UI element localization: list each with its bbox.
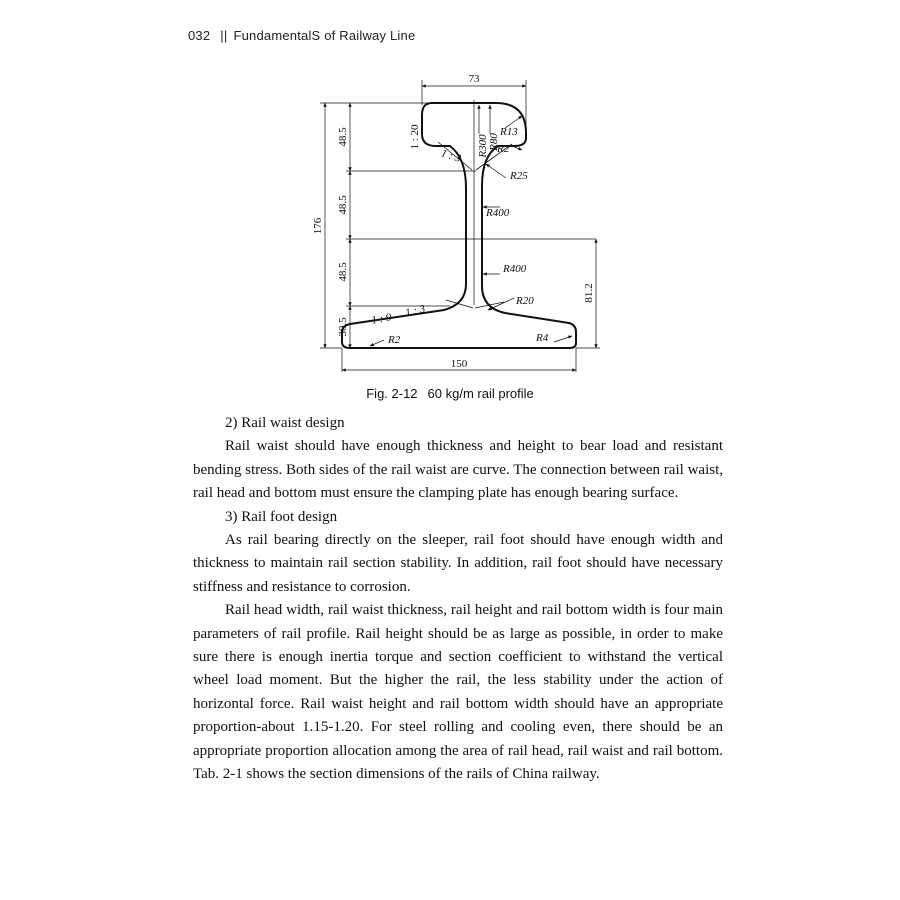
dim-head-width: 73 [468, 73, 480, 85]
dim-right-height: 81.2 [583, 283, 595, 303]
radius-r300: R300 [477, 134, 489, 158]
slope-head: 1 : 20 [409, 124, 421, 150]
radius-r400-upper: R400 [486, 207, 510, 219]
dim-base-width: 150 [450, 358, 468, 370]
rail-profile-drawing [300, 60, 620, 390]
radius-r2-foot: R2 [388, 334, 401, 346]
dim-head-height: 48.5 [337, 127, 349, 147]
dim-upper-web: 48.5 [337, 195, 349, 215]
paragraph-parameters: Rail head width, rail waist thickness, rail height and rail bottom width is four main parameters of rail profile. Rail height should be as large as possible, in order to make sure there is enough inertia torque and section coefficient to withstand the vertical wheel load moment. But the higher the rail, the less stability under the action of horizontal force. Rail waist height and rail bottom width should have an appropriate proportion-about 1.15-1.20. For steel rolling and cooling even, there should be an appropriate proportion allocation among the area of rail head, rail waist and rail bottom. Tab. 2-1 shows the section dimensions of the rails of China railway. [193, 602, 723, 783]
slope-head-under: 1 : 3 [439, 147, 463, 165]
radius-r25: R25 [510, 170, 528, 182]
radius-r80: R80 [488, 133, 500, 151]
figure-caption-text: 60 kg/m rail profile [427, 386, 534, 401]
section-heading-waist: 2) Rail waist design [225, 415, 345, 431]
r25-leader [486, 164, 506, 178]
figure-caption [0, 386, 900, 401]
running-head [188, 28, 415, 43]
book-title: FundamentalS of Railway Line [233, 28, 416, 43]
paragraph-foot: As rail bearing directly on the sleeper, rail foot should have enough width and thickness to maintain rail section stability. In addition, rail foot should have necessary stiffness and resistance to corrosion. [193, 532, 723, 595]
dim-foot-height: 30.5 [337, 317, 349, 337]
radius-r2-head: R2 [497, 143, 510, 155]
r2-foot-leader [370, 340, 384, 346]
figure-number: Fig. 2-12 [366, 386, 418, 401]
paragraph-waist: Rail waist should have enough thickness and height to bear load and resistant bending stress. Both sides of the rail waist are curve. The connection between rail waist, rail head and bottom must ensure the clamping plate has enough bearing surface. [193, 438, 723, 502]
dim-total-height: 176 [312, 217, 324, 235]
page-number: 032 [188, 28, 211, 43]
dim-lower-web: 48.5 [337, 262, 349, 282]
section-heading-foot: 3) Rail foot design [225, 508, 338, 525]
r20-leader [488, 298, 514, 310]
radius-r4-foot: R4 [536, 332, 549, 344]
slope-foot-outer: 1 : 9 [370, 311, 393, 327]
body-text [193, 412, 723, 787]
radius-r400-lower: R400 [503, 263, 527, 275]
rail-outline [342, 103, 576, 348]
radius-r13: R13 [500, 126, 518, 138]
rail-profile-figure [300, 60, 620, 390]
running-head-separator: || [220, 28, 228, 43]
slope-foot-inner: 1 : 3 [404, 302, 427, 320]
r4-foot-leader [554, 336, 572, 342]
radius-r20: R20 [516, 295, 534, 307]
